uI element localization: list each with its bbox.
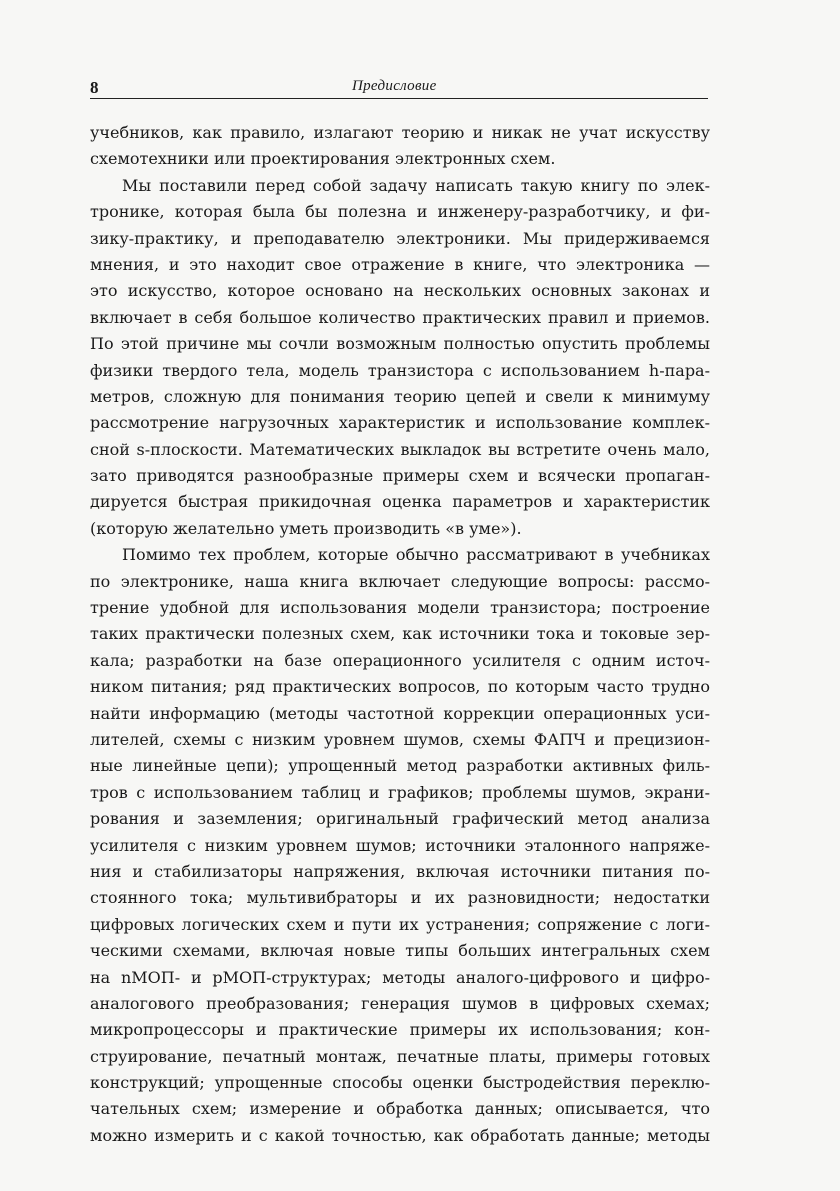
paragraph [90,120,710,173]
text-line: таких практически полезных схем, как источники тока и токовые зер- [90,624,710,644]
text-line: на nМОП- и pМОП-структурах; методы аналого-цифрового и цифро- [90,967,710,987]
text-line: струирование, печатный монтаж, печатные платы, примеры готовых [90,1046,710,1066]
text-line: тров с использованием таблиц и графиков; проблемы шумов, экрани- [90,782,710,802]
text-line: По этой причине мы сочли возможным полностью опустить проблемы [90,334,710,354]
paragraph [90,542,710,1149]
text-line: дируется быстрая прикидочная оценка параметров и характеристик [90,492,710,512]
text-line: микропроцессоры и практические примеры их использования; кон- [90,1020,710,1040]
text-line: зику-практику, и преподавателю электроники. Мы придерживаемся [90,228,710,248]
running-title: Предисловие [352,78,437,94]
text-line: включает в себя большое количество практических правил и приемов. [90,307,710,327]
page-header [90,78,710,100]
text-line: лителей, схемы с низким уровнем шумов, схемы ФАПЧ и прецизион- [90,729,710,749]
text-line: ником питания; ряд практических вопросов, по которым часто трудно [90,677,710,697]
text-line: аналогового преобразования; генерация шумов в цифровых схемах; [90,993,710,1013]
text-line: ные линейные цепи); упрощенный метод разработки активных филь- [90,756,710,776]
text-line: рования и заземления; оригинальный графический метод анализа [90,809,710,829]
text-line: можно измерить и с какой точностью, как обработать данные; методы [90,1125,710,1145]
text-line: рассмотрение нагрузочных характеристик и использование комплек- [90,413,710,433]
text-line: кала; разработки на базе операционного усилителя с одним источ- [90,650,710,670]
text-line: физики твердого тела, модель транзистора с использованием h-пара- [90,360,710,380]
header-rule [90,98,708,99]
body-text [90,120,710,1149]
text-line: трение удобной для использования модели транзистора; построение [90,598,710,618]
text-line: стоянного тока; мультивибраторы и их разновидности; недостатки [90,888,710,908]
text-line: ния и стабилизаторы напряжения, включая источники питания по- [90,861,710,881]
text-line: зато приводятся разнообразные примеры схем и всячески пропаган- [90,466,710,486]
text-line: метров, сложную для понимания теорию цепей и свели к минимуму [90,386,710,406]
text-line: усилителя с низким уровнем шумов; источники эталонного напряже- [90,835,710,855]
text-line: конструкций; упрощенные способы оценки быстродействия переклю- [90,1073,710,1093]
text-line: (которую желательно уметь производить «в уме»). [90,518,522,538]
text-line: цифровых логических схем и пути их устранения; сопряжение с логи- [90,914,710,934]
text-line: Помимо тех проблем, которые обычно рассматривают в учебниках [122,545,710,565]
text-line: по электронике, наша книга включает следующие вопросы: рассмо- [90,571,710,591]
text-line: ческими схемами, включая новые типы больших интегральных схем [90,941,710,961]
page-number: 8 [90,78,99,97]
text-line: схемотехники или проектирования электронных схем. [90,149,556,169]
text-line: учебников, как правило, излагают теорию и никак не учат искусству [90,123,710,142]
text-line: чательных схем; измерение и обработка данных; описывается, что [90,1099,710,1119]
text-line: тронике, которая была бы полезна и инженеру-разработчику, и фи- [90,202,710,222]
text-line: найти информацию (методы частотной коррекции операционных уси- [90,703,710,723]
text-line: сной s-плоскости. Математических выкладок вы встретите очень мало, [90,439,710,459]
text-line: это искусство, которое основано на нескольких основных законах и [90,281,710,301]
text-line: Мы поставили перед собой задачу написать такую книгу по элек- [122,175,710,195]
text-line: мнения, и это находит свое отражение в книге, что электроника — [90,254,710,274]
paragraph [90,173,710,542]
